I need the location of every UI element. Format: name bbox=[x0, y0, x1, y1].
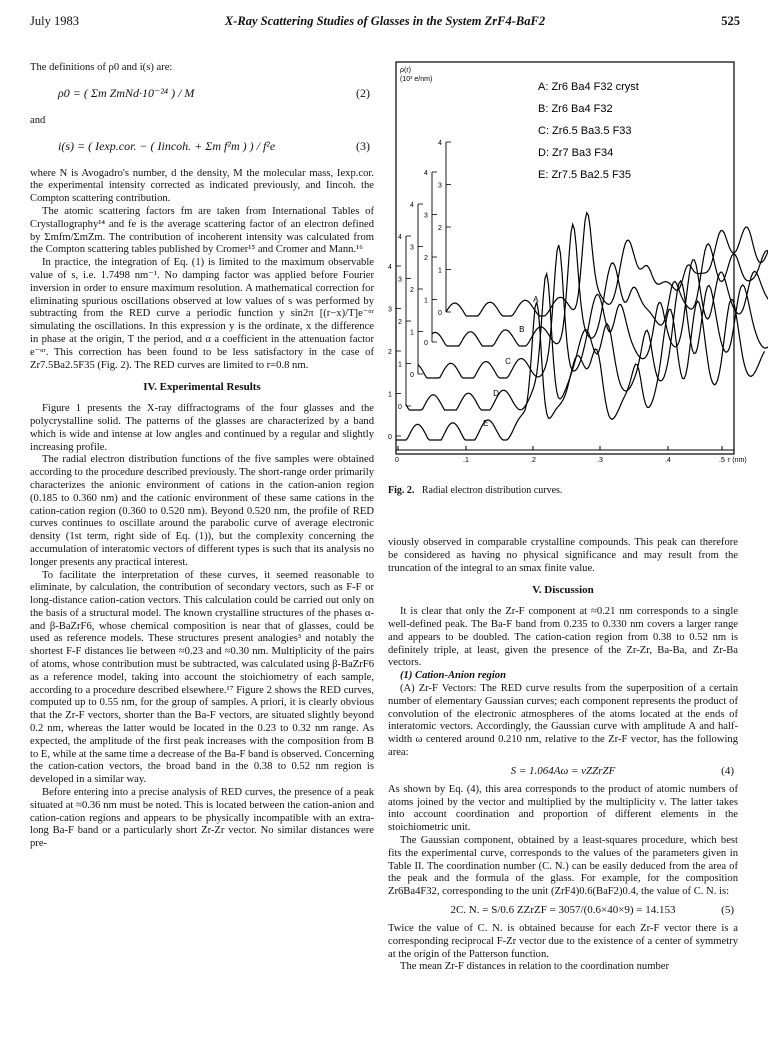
y-tick-label: 1 bbox=[410, 329, 414, 337]
paragraph: As shown by Eq. (4), this area corresponds to the product of atomic numbers of atoms joined by the vector and multiplied by the multiplicity ν. The latter takes into account coordination and proportion of different elements in the stoichiometric unit. bbox=[388, 783, 738, 834]
y-tick-label: 1 bbox=[388, 391, 392, 399]
y-tick-label: 0 bbox=[398, 404, 402, 411]
paragraph: Figure 1 presents the X-ray diffractograms of the four glasses and the polycrystalline solid. The patterns of the glasses are characterized by a band which is wide and intense at low angles and continued by a regular and slightly increasing profile. bbox=[30, 403, 374, 453]
y-tick-label: 4 bbox=[410, 202, 414, 209]
legend-entry: B: Zr6 Ba4 F32 bbox=[538, 103, 613, 115]
red-curve-D bbox=[406, 274, 768, 410]
legend-entry: C: Zr6.5 Ba3.5 F33 bbox=[538, 125, 632, 137]
figure-2 bbox=[388, 60, 747, 468]
paragraph: The atomic scattering factors fm are taken from International Tables of Crystallography¹⁴ and fe is the average scattering factor of an electron defined by Σmfm/ΣmZm. The contribution of incoherent intensity was calculated from the Compton scattering tables published by Cromer¹⁵ and Cromer and Mann.¹⁶ bbox=[30, 205, 374, 256]
caption-number: Fig. 2. bbox=[388, 485, 415, 496]
y-tick-label: 3 bbox=[398, 276, 402, 284]
page-number: 525 bbox=[721, 14, 740, 28]
x-tick-label: .2 bbox=[530, 457, 536, 464]
y-axis-unit: (10³ e/nm) bbox=[400, 76, 433, 83]
left-column bbox=[30, 62, 374, 851]
y-tick-label: 2 bbox=[424, 255, 428, 262]
axes bbox=[388, 140, 747, 464]
paragraph: Twice the value of C. N. is obtained because for each Zr-F vector there is a corresponding reciprocal F-Zr vector due to the existence of a center of symmetry at the origin of the Patterson function. bbox=[388, 922, 738, 960]
y-tick-label: 4 bbox=[398, 234, 402, 241]
y-tick-label: 2 bbox=[410, 287, 414, 294]
paragraph: The Gaussian component, obtained by a least-squares procedure, which best fits the experimental curve, corresponds to the values of the parameters given in Table II. The coordination number (C. N.) can be easily deduced from the area of the peak and the formula of the glass. For example, for the composition Zr6Ba4F32, corresponding to the unit (ZrF4)0.6(BaF2)0.4, the value of C. N. is: bbox=[388, 834, 738, 898]
y-tick-label: 2 bbox=[388, 349, 392, 356]
caption-text: Radial electron distribution curves. bbox=[421, 485, 563, 496]
paragraph: Before entering into a precise analysis of RED curves, the presence of a peak situated at ≈0.36 nm must be noted. This is located between the cation-anion and cation-cation regions and appears to be physically incompatible with an extra-long Ba-F band or a particularly short Zr-Zr vector. No similar distances were pre- bbox=[30, 787, 374, 850]
paragraph: The radial electron distribution functions of the five samples were obtained according to the procedure described previously. The short-range order primarily characterizes the anionic environment of cations in the cation-anion region (0.185 to 0.360 nm) and the cationic environment of these same cations in the cation-cation region (0.360 to 0.520 nm). Beyond 0.520 nm, the profile of RED curves continues to oscillate around the parabolic curve of average electronic density (1st term, right side of Eq. (1)), but the complexity concerning the accumulation of interatomic vectors of different types is such that its analysis no longer presents any practical interest. bbox=[30, 454, 374, 568]
figure-caption bbox=[388, 485, 738, 496]
section-heading-5: V. Discussion bbox=[532, 584, 594, 597]
red-curve-E bbox=[396, 299, 765, 440]
y-tick-label: 2 bbox=[398, 319, 402, 326]
x-tick-label: .1 bbox=[463, 457, 469, 464]
legend-entry: A: Zr6 Ba4 F32 cryst bbox=[538, 81, 639, 93]
x-tick-label: .3 bbox=[597, 457, 603, 464]
y-tick-label: 0 bbox=[424, 340, 428, 347]
y-tick-label: 0 bbox=[438, 310, 442, 317]
equation-4-body: S = 1.064Aω = νZZrZF bbox=[510, 764, 616, 777]
y-tick-label: 1 bbox=[438, 267, 442, 275]
curve-label: D bbox=[493, 389, 499, 398]
paragraph: In practice, the integration of Eq. (1) is limited to the maximum observable value of s, i.e. 1.7498 nm⁻¹. No damping factor was applied before Fourier inversion in order to ensure maximum resolution. A mathematical correction for eliminating spurious oscillations observed at low values of s was performed by subtracting from the RED curve a periodic function y sin2π [(r−x)/T]e⁻ᵅʳ simulating the oscillations. In this expression y is the ordinate, x the difference in phase at the origin, T the period, and α a coefficient in the attenuation factor e⁻ᵅʳ. This correction has been found to be less satisfactory in the case of Zr7.5Ba2.5F35 (Fig. 2). The RED curves are limited to r=0.8 nm. bbox=[30, 257, 374, 371]
paragraph: where N is Avogadro's number, d the density, M the molecular mass, Iexp.cor. the experimental intensity corrected as indicated previously, and Iincoh. the Compton scattering contribution. bbox=[30, 167, 374, 205]
curves bbox=[396, 213, 768, 440]
y-tick-label: 0 bbox=[410, 372, 414, 379]
equation-3-body: i(s) = ( Iexp.cor. − ( Iincoh. + Σm f²m ) ) / f²e bbox=[58, 138, 276, 153]
section-heading-4: IV. Experimental Results bbox=[143, 381, 261, 394]
paragraph: (A) Zr-F Vectors: The RED curve results from the superposition of a certain number of elementary Gaussian curves; each component represents the product of convolution of the electronic atmospheres of the atoms located at the ends of interatomic vectors. Accordingly, the Gaussian curve with amplitude A and half-width ω centered around 0.210 nm, relative to the Zr-F vector, has the following area: bbox=[388, 682, 738, 758]
curve-label: B bbox=[519, 325, 525, 334]
equation-5-number: (5) bbox=[721, 903, 734, 916]
paragraph: It is clear that only the Zr-F component at ≈0.21 nm corresponds to a single well-defined peak. The Ba-F band from 0.235 to 0.330 nm covers a larger range and appears to be doubled. The cation-cation region from 0.38 to 0.52 nm is definitely triple, at least, given the presence of the Zr-Zr, Ba-Ba, and Zr-Ba vectors. bbox=[388, 606, 738, 669]
y-tick-label: 3 bbox=[388, 306, 392, 314]
red-curve-A bbox=[446, 213, 768, 316]
y-tick-label: 0 bbox=[388, 434, 392, 441]
curve-label: A bbox=[533, 295, 539, 304]
y-axis-label: ρ(r) bbox=[400, 67, 411, 74]
equation-4-number: (4) bbox=[721, 764, 734, 777]
red-curves-plot bbox=[388, 60, 747, 468]
y-tick-label: 3 bbox=[424, 212, 428, 220]
y-tick-label: 1 bbox=[398, 361, 402, 369]
equation-5-body: 2C. N. = S/0.6 ZZrZF = 3057/(0.6×40×9) = 14.153 bbox=[450, 903, 676, 916]
equation-5 bbox=[388, 899, 738, 923]
x-tick-label: 0 bbox=[395, 457, 399, 464]
legend-entry: E: Zr7.5 Ba2.5 F35 bbox=[538, 169, 631, 181]
header-date: July 1983 bbox=[30, 14, 79, 28]
legend-entry: D: Zr7 Ba3 F34 bbox=[538, 147, 614, 159]
y-tick-label: 4 bbox=[424, 170, 428, 177]
paragraph: The mean Zr-F distances in relation to the coordination number bbox=[400, 961, 669, 973]
x-tick-label: .5 bbox=[719, 457, 725, 464]
header-title: X-Ray Scattering Studies of Glasses in the System ZrF4-BaF2 bbox=[224, 14, 546, 28]
y-tick-label: 4 bbox=[388, 264, 392, 271]
y-tick-label: 3 bbox=[410, 244, 414, 252]
equation-2-number: (2) bbox=[356, 85, 370, 100]
right-column bbox=[388, 537, 738, 974]
x-axis-unit: r (nm) bbox=[728, 457, 747, 464]
y-tick-label: 1 bbox=[424, 297, 428, 305]
equation-4 bbox=[388, 760, 738, 784]
intro-text: The definitions of ρ0 and i(s) are: bbox=[30, 62, 173, 73]
equation-3 bbox=[30, 128, 374, 168]
equation-2-body: ρ0 = ( Σm ZmNd·10⁻²⁴ ) / M bbox=[58, 85, 195, 100]
equation-3-number: (3) bbox=[356, 138, 370, 153]
y-tick-label: 4 bbox=[438, 140, 442, 147]
x-tick-label: .4 bbox=[665, 457, 671, 464]
paragraph: To facilitate the interpretation of these curves, it seemed reasonable to eliminate, by calculation, the contribution of secondary vectors, such as F-F or long-distance cation-cation vectors. This calculation could be carried out only on the basis of a structural model. The known crystalline structures of the phases α- and β-BaZrF6, whose chemical composition is near that of glasses, could be used as reference models. These structures present analogies³ and notably the shortest F-F distances lie between ≈0.23 and ≈0.30 nm. Multiplicity of the pairs of atoms, whose contribution must be subtracted, was calculated using β-BaZrF6 as a reference model, taking into account the stoichiometry of each sample, according to a procedure described elsewhere.¹⁷ Figure 2 shows the RED curves, computed up to 0.55 nm, for the group of samples. A priori, it is clearly obvious that the Zr-F vectors, shorter than the Ba-F vectors, are situated slightly beyond 0.2 nm, whereas the latter would be located in the 0.23 to 0.32 nm range. As expected, the amplitude of the first peak increases with the composition from B to E, while at the same time a decrease of the Ba-F band is observed. Concerning the cation-cation vectors, the broad band in the 0.38 to 0.52 nm region is developed in a similar way. bbox=[30, 569, 374, 786]
legend bbox=[538, 81, 639, 181]
page-header bbox=[30, 14, 740, 32]
equation-2 bbox=[30, 75, 374, 115]
and-text: and bbox=[30, 114, 46, 126]
paragraph: viously observed in comparable crystalline compounds. This peak can therefore be considered as having no physical significance and may result from the truncation of the integral to an smax finite value. bbox=[388, 537, 738, 574]
curve-label: E bbox=[483, 419, 489, 428]
y-tick-label: 2 bbox=[438, 225, 442, 232]
subsection-heading: (1) Cation-Anion region bbox=[400, 670, 506, 682]
curve-label: C bbox=[505, 357, 511, 366]
y-tick-label: 3 bbox=[438, 182, 442, 190]
